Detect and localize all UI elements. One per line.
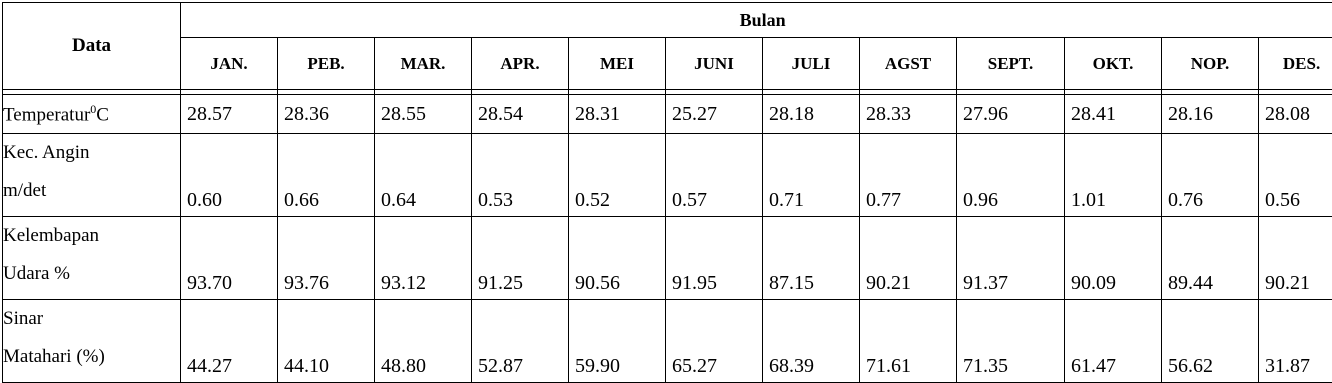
row-label-line1: Kelembapan — [3, 217, 180, 255]
table-cell: 65.27 — [666, 300, 763, 383]
row-label — [3, 300, 181, 383]
header-bulan: Bulan — [181, 3, 1332, 38]
table-cell: 44.27 — [181, 300, 278, 383]
table-cell: 61.47 — [1065, 300, 1162, 383]
table-cell: 0.64 — [375, 134, 472, 217]
table-cell: 28.18 — [763, 95, 860, 134]
table-row — [3, 300, 1332, 383]
table-cell: 0.96 — [957, 134, 1065, 217]
climate-table — [2, 2, 1332, 383]
table-cell: 89.44 — [1162, 217, 1259, 300]
row-label — [3, 95, 181, 134]
degree-superscript: 0 — [90, 102, 96, 116]
table-row — [3, 95, 1332, 134]
table-cell: 93.70 — [181, 217, 278, 300]
table-cell: 28.33 — [860, 95, 957, 134]
row-label-line2: m/det — [3, 172, 180, 210]
row-label — [3, 217, 181, 300]
table-cell: 91.95 — [666, 217, 763, 300]
table-cell: 68.39 — [763, 300, 860, 383]
table-cell: 0.71 — [763, 134, 860, 217]
table-cell: 27.96 — [957, 95, 1065, 134]
table-cell: 59.90 — [569, 300, 666, 383]
table-cell: 28.16 — [1162, 95, 1259, 134]
table-row — [3, 217, 1332, 300]
table-cell: 28.54 — [472, 95, 569, 134]
table-cell: 0.66 — [278, 134, 375, 217]
table-cell: 28.55 — [375, 95, 472, 134]
month-header-row — [3, 38, 1332, 90]
month-header: APR. — [472, 38, 569, 90]
table-cell: 31.87 — [1259, 300, 1332, 383]
table-cell: 28.08 — [1259, 95, 1332, 134]
table-cell: 90.56 — [569, 217, 666, 300]
month-header: OKT. — [1065, 38, 1162, 90]
month-header: MEI — [569, 38, 666, 90]
row-label-unit: C — [96, 104, 109, 125]
table-cell: 56.62 — [1162, 300, 1259, 383]
table-cell: 44.10 — [278, 300, 375, 383]
month-header: JUNI — [666, 38, 763, 90]
month-header: NOP. — [1162, 38, 1259, 90]
table-cell: 91.25 — [472, 217, 569, 300]
table-cell: 48.80 — [375, 300, 472, 383]
table-cell: 93.12 — [375, 217, 472, 300]
table-cell: 0.76 — [1162, 134, 1259, 217]
table-cell: 28.31 — [569, 95, 666, 134]
month-header: PEB. — [278, 38, 375, 90]
table-cell: 0.60 — [181, 134, 278, 217]
row-label-line2: Matahari (%) — [3, 338, 180, 376]
table-cell: 90.09 — [1065, 217, 1162, 300]
month-header: AGST — [860, 38, 957, 90]
table-cell: 93.76 — [278, 217, 375, 300]
table-cell: 0.56 — [1259, 134, 1332, 217]
table-cell: 0.53 — [472, 134, 569, 217]
table-cell: 87.15 — [763, 217, 860, 300]
table-cell: 90.21 — [860, 217, 957, 300]
row-label — [3, 134, 181, 217]
row-label-text: Temperatur — [3, 104, 90, 125]
row-label-line2: Udara % — [3, 255, 180, 293]
table-cell: 52.87 — [472, 300, 569, 383]
table-cell: 91.37 — [957, 217, 1065, 300]
table-cell: 28.57 — [181, 95, 278, 134]
table-cell: 0.57 — [666, 134, 763, 217]
header-data: Data — [3, 3, 181, 90]
month-header: MAR. — [375, 38, 472, 90]
month-header: JAN. — [181, 38, 278, 90]
table-cell: 90.21 — [1259, 217, 1332, 300]
month-header: JULI — [763, 38, 860, 90]
row-label-line1: Kec. Angin — [3, 134, 180, 172]
month-header: SEPT. — [957, 38, 1065, 90]
table-cell: 25.27 — [666, 95, 763, 134]
table-cell: 28.36 — [278, 95, 375, 134]
table-cell: 0.52 — [569, 134, 666, 217]
table-cell: 0.77 — [860, 134, 957, 217]
table-cell: 71.61 — [860, 300, 957, 383]
table-cell: 1.01 — [1065, 134, 1162, 217]
table-cell: 28.41 — [1065, 95, 1162, 134]
month-header: DES. — [1259, 38, 1332, 90]
table-row — [3, 134, 1332, 217]
table-cell: 71.35 — [957, 300, 1065, 383]
row-label-line1: Sinar — [3, 300, 180, 338]
